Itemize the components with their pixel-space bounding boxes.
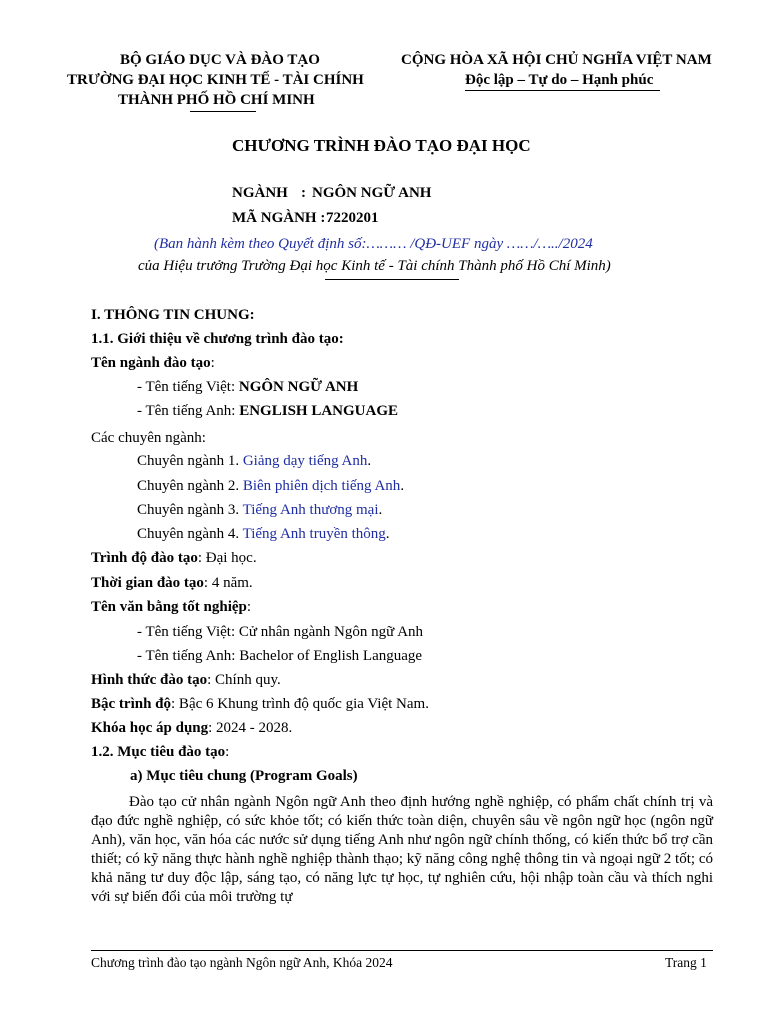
program-name-colon: :: [210, 355, 215, 371]
specialization-name: Tiếng Anh thương mại: [242, 502, 379, 518]
degree-row: [91, 599, 251, 616]
course-years-row: [91, 720, 292, 737]
degree-vn: - Tên tiếng Việt: Cử nhân ngành Ngôn ngữ Anh: [137, 624, 424, 640]
en-name-prefix: - Tên tiếng Anh:: [137, 403, 240, 419]
major-value: NGÔN NGỮ ANH: [312, 185, 432, 201]
specialization-name: Giảng dạy tiếng Anh: [242, 453, 368, 469]
training-form-row: [91, 672, 281, 689]
vn-name-row: [137, 379, 358, 396]
specialization-suffix: .: [367, 453, 372, 469]
specialization-suffix: .: [400, 478, 405, 494]
specialization-item: [137, 526, 390, 543]
footer-divider: [91, 950, 713, 951]
motto-underline: [465, 90, 660, 91]
degree-label: Tên văn bằng tốt nghiệp: [91, 599, 247, 615]
specialization-name: Biên phiên dịch tiếng Anh: [242, 478, 401, 494]
program-goals-paragraph: [91, 793, 713, 907]
specializations-label: Các chuyên ngành:: [91, 430, 206, 446]
program-goals-heading: a) Mục tiêu chung (Program Goals): [130, 768, 358, 784]
specialization-prefix: Chuyên ngành 3.: [137, 502, 243, 518]
specialization-prefix: Chuyên ngành 2.: [137, 478, 243, 494]
section-heading-general-info: I. THÔNG TIN CHUNG:: [91, 307, 255, 323]
training-level-row: [91, 550, 257, 567]
decision-underline: [325, 279, 459, 280]
decision-line-2: của Hiệu trưởng Trường Đại học Kinh tế - Tài chính Thành phố Hồ Chí Minh): [138, 258, 611, 274]
specialization-suffix: .: [385, 526, 390, 542]
footer-title: Chương trình đào tạo ngành Ngôn ngữ Anh, Khóa 2024: [91, 955, 393, 970]
vn-name-value: NGÔN NGỮ ANH: [238, 379, 359, 395]
university-city: THÀNH PHỐ HỒ CHÍ MINH: [118, 92, 315, 108]
national-motto: Độc lập – Tự do – Hạnh phúc: [465, 72, 654, 88]
duration-row: [91, 575, 253, 592]
qualification-rank-value: : Bậc 6 Khung trình độ quốc gia Việt Nam.: [171, 696, 429, 712]
qualification-rank-row: [91, 696, 429, 713]
program-name-row: [91, 355, 215, 372]
subsection-1-1: 1.1. Giới thiệu về chương trình đào tạo:: [91, 331, 344, 347]
specialization-prefix: Chuyên ngành 1.: [137, 453, 243, 469]
header-left-underline: [190, 111, 256, 112]
en-name-row: [137, 403, 398, 420]
program-goals-text: Đào tạo cử nhân ngành Ngôn ngữ Anh theo định hướng nghề nghiệp, có phẩm chất chính trị và đạo đức nghề nghiệp, có sức khỏe tốt; có kiến thức toàn diện, chuyên sâu về ngôn ngữ học (ngôn ngữ Anh), văn học, văn hóa các nước sử dụng tiếng Anh như ngôn ngữ chính thống, có kiến thức bổ trợ cần thiết; có kỹ năng thực hành nghề nghiệp thành thạo; kỹ năng công nghệ thông tin và ngoại ngữ 2 tốt; có khả năng tư duy độc lập, sáng tạo, có năng lực tự học, tự nghiên cứu, hội nhập toàn cầu và thích nghi với sự biến đổi của môi trường tự: [91, 794, 713, 905]
duration-value: : 4 năm.: [203, 575, 253, 591]
subsection-1-2-label: 1.2. Mục tiêu đào tạo: [91, 744, 226, 760]
specialization-name: Tiếng Anh truyền thông: [242, 526, 386, 542]
major-label: NGÀNH: [232, 185, 288, 201]
specialization-prefix: Chuyên ngành 4.: [137, 526, 243, 542]
degree-colon: :: [246, 599, 252, 615]
subsection-1-2: [91, 744, 229, 761]
country-name: CỘNG HÒA XÃ HỘI CHỦ NGHĨA VIỆT NAM: [401, 52, 712, 68]
program-name-label: Tên ngành đào tạo: [91, 355, 211, 371]
training-level-label: Trình độ đào tạo: [91, 550, 198, 566]
qualification-rank-label: Bậc trình độ: [91, 696, 172, 712]
specialization-suffix: .: [378, 502, 383, 518]
course-years-label: Khóa học áp dụng: [91, 720, 209, 736]
vn-name-prefix: - Tên tiếng Việt:: [137, 379, 239, 395]
ministry-name: BỘ GIÁO DỤC VÀ ĐÀO TẠO: [120, 52, 320, 68]
training-form-value: : Chính quy.: [207, 672, 281, 688]
major-code-value: 7220201: [326, 210, 379, 226]
major-separator: :: [301, 185, 306, 201]
degree-en: - Tên tiếng Anh: Bachelor of English Language: [137, 648, 423, 664]
decision-line-1: (Ban hành kèm theo Quyết định số:……… /QĐ-UEF ngày ……/…../2024: [154, 236, 593, 252]
specialization-item: [137, 453, 371, 470]
specialization-item: [137, 478, 404, 495]
training-form-label: Hình thức đào tạo: [91, 672, 208, 688]
page-title: CHƯƠNG TRÌNH ĐÀO TẠO ĐẠI HỌC: [232, 136, 531, 155]
page-number: Trang 1: [665, 955, 707, 970]
course-years-value: : 2024 - 2028.: [208, 720, 293, 736]
en-name-value: ENGLISH LANGUAGE: [239, 403, 399, 419]
training-level-value: : Đại học.: [197, 550, 257, 566]
specialization-item: [137, 502, 382, 519]
major-code-label: MÃ NGÀNH :: [232, 210, 326, 226]
duration-label: Thời gian đào tạo: [91, 575, 204, 591]
university-name: TRƯỜNG ĐẠI HỌC KINH TẾ - TÀI CHÍNH: [67, 72, 364, 88]
subsection-1-2-colon: :: [225, 744, 230, 760]
